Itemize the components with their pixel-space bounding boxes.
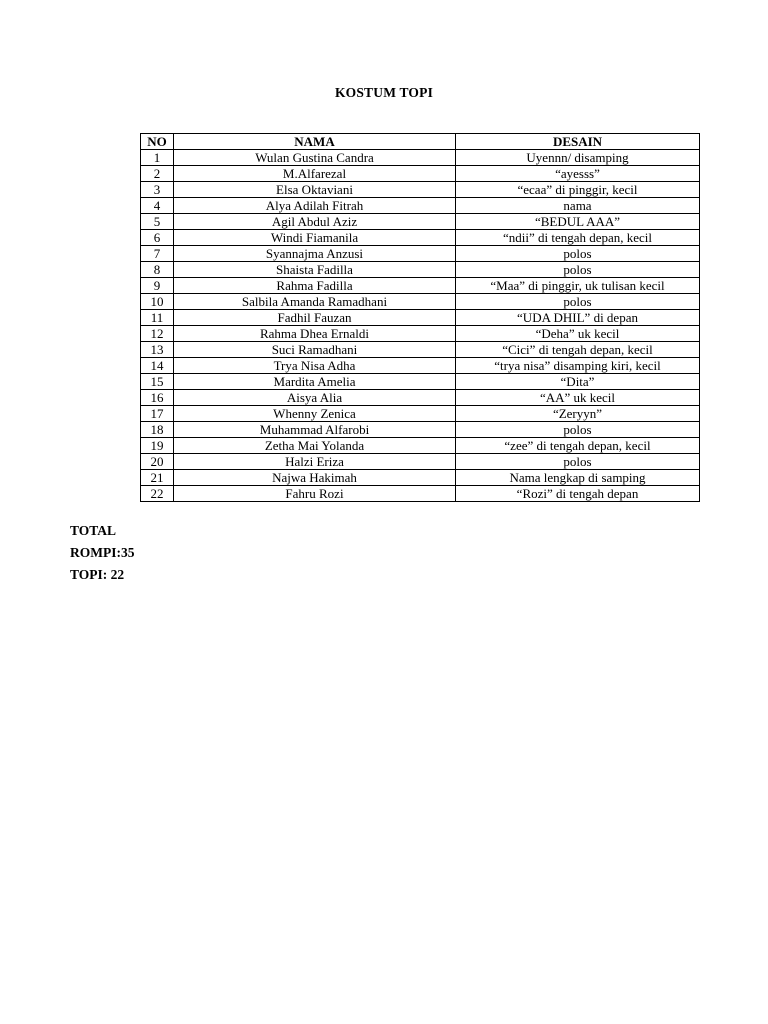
costume-table	[140, 133, 700, 502]
table-row	[141, 406, 700, 422]
table-body	[141, 150, 700, 502]
totals-heading: TOTAL	[70, 523, 117, 538]
row-number: 18	[141, 422, 174, 438]
row-desain: “BEDUL AAA”	[456, 214, 700, 230]
row-nama: Najwa Hakimah	[174, 470, 456, 486]
row-number: 6	[141, 230, 174, 246]
row-nama: Halzi Eriza	[174, 454, 456, 470]
row-nama: Trya Nisa Adha	[174, 358, 456, 374]
header-no: NO	[141, 134, 174, 150]
row-desain: “AA” uk kecil	[456, 390, 700, 406]
row-number: 22	[141, 486, 174, 502]
row-nama: Whenny Zenica	[174, 406, 456, 422]
topi-total: TOPI: 22	[70, 567, 125, 582]
table-row	[141, 390, 700, 406]
row-number: 12	[141, 326, 174, 342]
table-row	[141, 150, 700, 166]
row-nama: Salbila Amanda Ramadhani	[174, 294, 456, 310]
table-row	[141, 198, 700, 214]
row-number: 8	[141, 262, 174, 278]
row-desain: “ndii” di tengah depan, kecil	[456, 230, 700, 246]
row-number: 4	[141, 198, 174, 214]
row-number: 21	[141, 470, 174, 486]
table-row	[141, 166, 700, 182]
row-nama: Fahru Rozi	[174, 486, 456, 502]
row-number: 5	[141, 214, 174, 230]
document-title: KOSTUM TOPI	[334, 85, 434, 100]
table-row	[141, 374, 700, 390]
row-desain: “Cici” di tengah depan, kecil	[456, 342, 700, 358]
row-desain: polos	[456, 454, 700, 470]
row-number: 13	[141, 342, 174, 358]
row-desain: polos	[456, 262, 700, 278]
table-row	[141, 246, 700, 262]
row-number: 7	[141, 246, 174, 262]
row-nama: Elsa Oktaviani	[174, 182, 456, 198]
row-nama: Suci Ramadhani	[174, 342, 456, 358]
rompi-total: ROMPI:35	[70, 545, 135, 560]
row-desain: “ayesss”	[456, 166, 700, 182]
row-nama: Shaista Fadilla	[174, 262, 456, 278]
row-desain: Nama lengkap di samping	[456, 470, 700, 486]
row-number: 2	[141, 166, 174, 182]
row-desain: “UDA DHIL” di depan	[456, 310, 700, 326]
table-row	[141, 342, 700, 358]
table-row	[141, 214, 700, 230]
table-row	[141, 438, 700, 454]
header-desain: DESAIN	[456, 134, 700, 150]
table-row	[141, 310, 700, 326]
row-number: 14	[141, 358, 174, 374]
table-row	[141, 262, 700, 278]
row-number: 20	[141, 454, 174, 470]
row-desain: “Zeryyn”	[456, 406, 700, 422]
table-row	[141, 470, 700, 486]
row-desain: polos	[456, 246, 700, 262]
row-desain: “zee” di tengah depan, kecil	[456, 438, 700, 454]
row-nama: Wulan Gustina Candra	[174, 150, 456, 166]
row-desain: polos	[456, 294, 700, 310]
row-nama: Syannajma Anzusi	[174, 246, 456, 262]
row-nama: Fadhil Fauzan	[174, 310, 456, 326]
table-row	[141, 486, 700, 502]
row-nama: Zetha Mai Yolanda	[174, 438, 456, 454]
table-row	[141, 326, 700, 342]
row-desain: nama	[456, 198, 700, 214]
table-row	[141, 454, 700, 470]
row-nama: Windi Fiamanila	[174, 230, 456, 246]
row-number: 9	[141, 278, 174, 294]
row-nama: Muhammad Alfarobi	[174, 422, 456, 438]
table-row	[141, 230, 700, 246]
row-desain: polos	[456, 422, 700, 438]
row-desain: “trya nisa” disamping kiri, kecil	[456, 358, 700, 374]
table-row	[141, 294, 700, 310]
row-number: 17	[141, 406, 174, 422]
row-desain: “Dita”	[456, 374, 700, 390]
header-nama: NAMA	[174, 134, 456, 150]
row-nama: Aisya Alia	[174, 390, 456, 406]
row-desain: “Deha” uk kecil	[456, 326, 700, 342]
table-row	[141, 358, 700, 374]
row-desain: “Maa” di pinggir, uk tulisan kecil	[456, 278, 700, 294]
table-row	[141, 182, 700, 198]
row-number: 11	[141, 310, 174, 326]
row-nama: Rahma Dhea Ernaldi	[174, 326, 456, 342]
row-nama: Agil Abdul Aziz	[174, 214, 456, 230]
row-nama: Rahma Fadilla	[174, 278, 456, 294]
row-desain: “Rozi” di tengah depan	[456, 486, 700, 502]
row-nama: Alya Adilah Fitrah	[174, 198, 456, 214]
table-row	[141, 422, 700, 438]
row-number: 16	[141, 390, 174, 406]
row-desain: Uyennn/ disamping	[456, 150, 700, 166]
row-nama: M.Alfarezal	[174, 166, 456, 182]
row-desain: “ecaa” di pinggir, kecil	[456, 182, 700, 198]
totals-section	[70, 520, 135, 586]
table-header-row	[141, 134, 700, 150]
row-nama: Mardita Amelia	[174, 374, 456, 390]
row-number: 15	[141, 374, 174, 390]
table-row	[141, 278, 700, 294]
row-number: 19	[141, 438, 174, 454]
row-number: 3	[141, 182, 174, 198]
row-number: 1	[141, 150, 174, 166]
row-number: 10	[141, 294, 174, 310]
